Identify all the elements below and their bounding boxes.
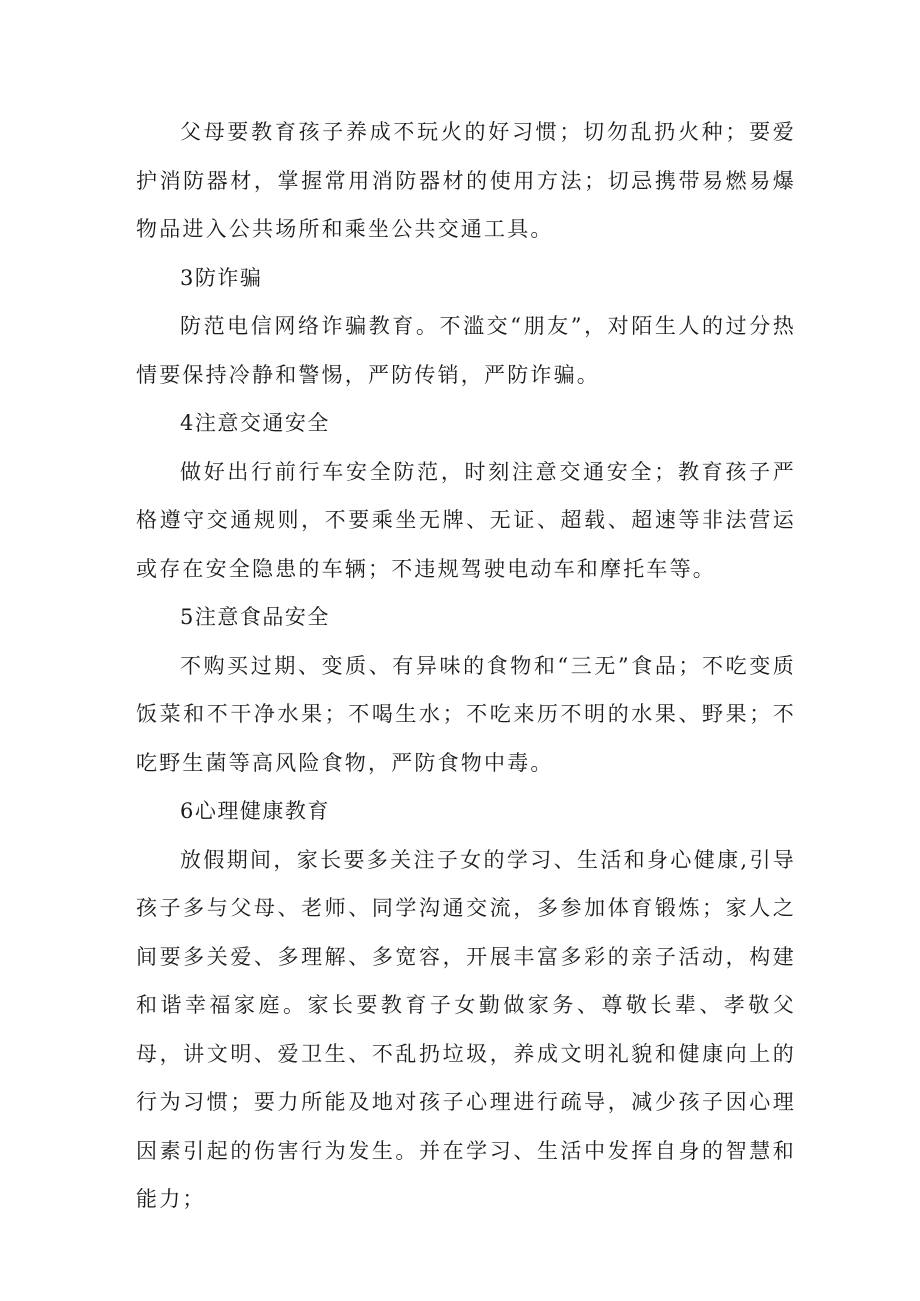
heading-traffic-safety: 4注意交通安全	[180, 411, 330, 435]
heading-anti-fraud: 3防诈骗	[180, 265, 263, 290]
paragraph-anti-fraud: 防范电信网络诈骗教育。不滥交“朋友”，对陌生人的过分热情要保持冷静和警惕，严防传销，严防诈骗。	[136, 314, 796, 387]
paragraph-traffic-safety: 做好出行前行车安全防范，时刻注意交通安全；教育孩子严格遵守交通规则，不要乘坐无牌、无证、超载、超速等非法营运或存在安全隐患的车辆；不违规驾驶电动车和摩托车等。	[136, 459, 796, 581]
paragraph-mental-health: 放假期间，家长要多关注子女的学习、生活和身心健康,引导孩子多与父母、老师、同学沟通交流，多参加体育锻炼；家人之间要多关爱、多理解、多宽容，开展丰富多彩的亲子活动，构建和谐幸福家庭。家长要教育子女勤做家务、尊敬长辈、孝敬父母，讲文明、爱卫生、不乱扔垃圾，养成文明礼貌和健康向上的行为习惯；要力所能及地对孩子心理进行疏导，减少孩子因心理因素引起的伤害行为发生。并在学习、生活中发挥自身的智慧和能力；	[136, 847, 796, 1211]
heading-mental-health: 6心理健康教育	[180, 799, 330, 823]
paragraph-food-safety: 不购买过期、变质、有异味的食物和“三无”食品；不吃变质饭菜和不干净水果；不喝生水；不吃来历不明的水果、野果；不吃野生菌等高风险食物，严防食物中毒。	[136, 653, 796, 775]
document-body	[136, 108, 796, 1224]
paragraph-fire-safety: 父母要教育孩子养成不玩火的好习惯；切勿乱扔火种；要爱护消防器材，掌握常用消防器材的使用方法；切忌携带易燃易爆物品进入公共场所和乘坐公共交通工具。	[136, 120, 796, 241]
heading-food-safety: 5注意食品安全	[180, 605, 330, 629]
